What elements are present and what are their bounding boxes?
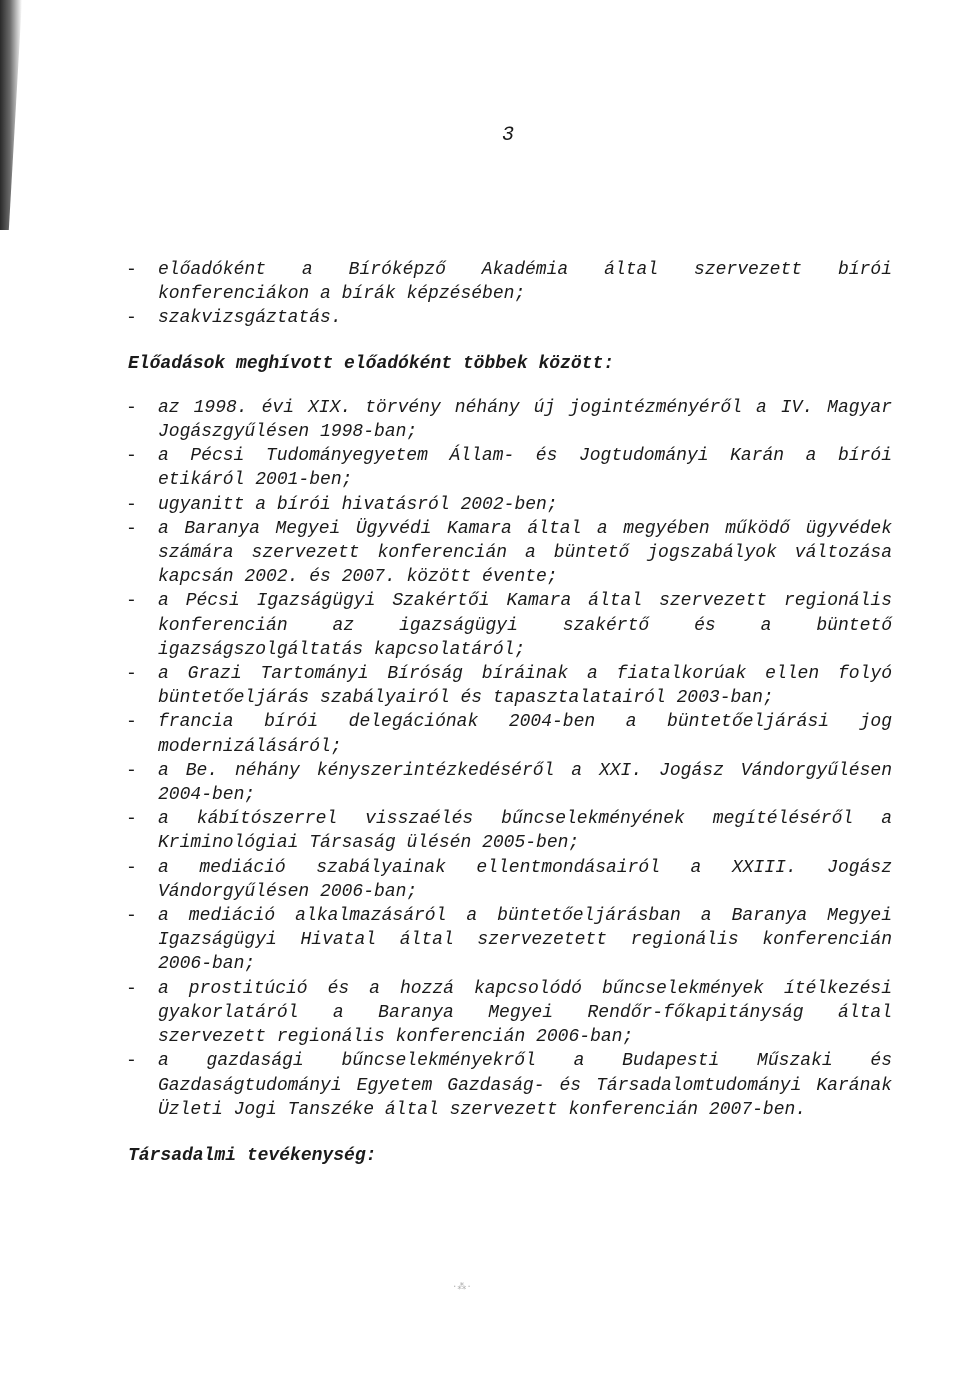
list-item: - ugyanitt a bírói hivatásról 2002-ben; xyxy=(120,493,892,517)
list-dash: - xyxy=(126,397,137,418)
list-item: - a Baranya Megyei Ügyvédi Kamara által a megyében működő ügyvédek számára szervezett konferencián a büntető jogszabályok változása kapcsán 2002. és 2007. között évente; xyxy=(126,518,892,588)
list-item: - szakvizsgáztatás. xyxy=(120,306,892,330)
list-item: - a mediáció alkalmazásáról a büntetőeljárásban a Baranya Megyei Igazságügyi Hivatal által szervezetett regionális konferencián 2006-ban; xyxy=(126,906,892,975)
list-dash: - xyxy=(126,857,137,878)
scan-edge-shadow xyxy=(0,0,22,230)
page-number: 3 xyxy=(502,124,515,147)
list-dash: - xyxy=(126,760,137,781)
list-item: - francia bírói delegációnak 2004-ben a büntetőeljárási jog modernizálásáról; xyxy=(126,712,892,757)
list-item: - a kábítószerrel visszaélés bűncselekményének megítéléséről a Kriminológiai Társaság ülésén 2005-ben; xyxy=(126,809,892,854)
top-list xyxy=(120,258,892,331)
list-item: - a Pécsi Igazságügyi Szakértői Kamara által szervezett regionális konferencián az igazságügyi szakértő és a büntető igazságszolgáltatás kapcsolatáról; xyxy=(126,591,892,660)
list-item: - az 1998. évi XIX. törvény néhány új jogintézményéről a IV. Magyar Jogászgyűlésen 1998-ban; xyxy=(126,397,892,443)
list-dash: - xyxy=(126,906,137,927)
list-item: - a mediáció szabályainak ellentmondásairól a XXIII. Jogász Vándorgyűlésen 2006-ban; xyxy=(126,857,892,902)
list-dash: - xyxy=(126,712,137,733)
list-dash: - xyxy=(126,260,137,280)
list-dash: - xyxy=(126,446,137,467)
list-dash: - xyxy=(126,664,137,685)
list-item: - a Grazi Tartományi Bíróság bíráinak a fiatalkorúak ellen folyó büntetőeljárás szabályairól és tapasztalatairól 2003-ban; xyxy=(126,664,892,709)
list-item: - a prostitúció és a hozzá kapcsolódó bűncselekmények ítélkezési gyakorlatáról a Baranya Megyei Rendőr-főkapitányság által szervezett regionális konferencián 2006-ban; xyxy=(126,978,892,1048)
document-body xyxy=(120,258,892,1168)
list-dash: - xyxy=(126,591,137,612)
list-item: - előadóként a Bíróképző Akadémia által szervezett bírói konferenciákon a bírák képzésében; xyxy=(126,260,892,305)
list-item: - a gazdasági bűncselekményekről a Budapesti Műszaki és Gazdaságtudományi Egyetem Gazdaság- és Társadalomtudományi Karának Üzleti Jogi Tanszéke által szervezett konferencián 2007-ben. xyxy=(126,1051,892,1120)
lectures-list xyxy=(120,396,892,1122)
list-dash: - xyxy=(126,809,137,830)
list-dash: - xyxy=(126,978,137,999)
list-item: - a Pécsi Tudományegyetem Állam- és Jogtudományi Karán a bírói etikáról 2001-ben; xyxy=(126,446,892,491)
social-heading: Társadalmi tevékenység: xyxy=(128,1145,377,1166)
list-dash: - xyxy=(126,1051,137,1072)
list-dash: - xyxy=(126,308,137,329)
scan-speck: ·⁂· xyxy=(452,1282,472,1292)
list-dash: - xyxy=(126,494,137,515)
lectures-heading: Előadások meghívott előadóként többek között: xyxy=(128,353,615,374)
list-dash: - xyxy=(126,518,137,539)
list-item: - a Be. néhány kényszerintézkedéséről a XXI. Jogász Vándorgyűlésen 2004-ben; xyxy=(126,760,892,806)
